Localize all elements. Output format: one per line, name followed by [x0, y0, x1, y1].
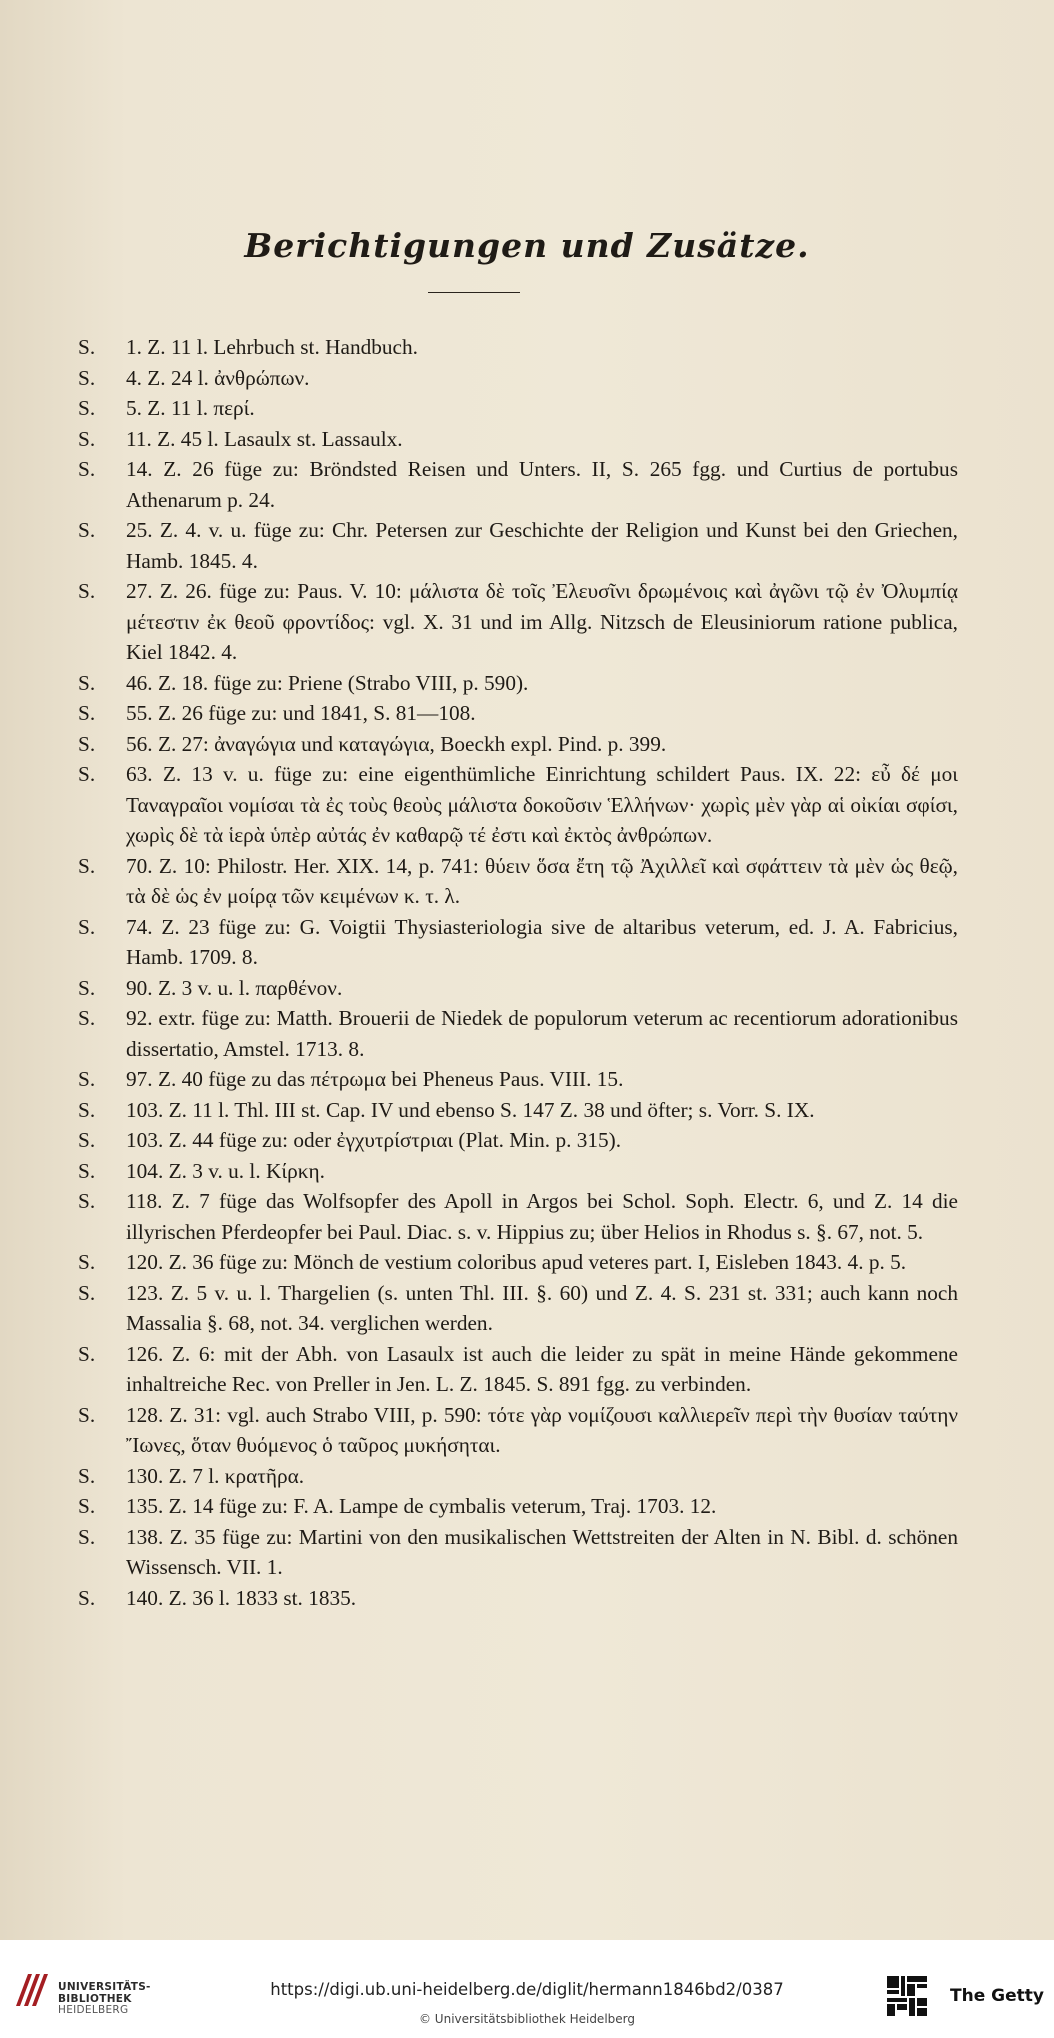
entry-ref: S. [78, 396, 96, 420]
errata-entry [78, 759, 958, 851]
entry-ref: S. [78, 975, 96, 1000]
entry-text: 11. Z. 45 l. Lasaulx st. Lassaulx. [126, 426, 403, 451]
title-divider [428, 292, 520, 293]
entry-ref: S. [78, 1067, 96, 1091]
errata-entry [78, 454, 958, 515]
entry-text: 14. Z. 26 füge zu: Bröndsted Reisen und Unters. II, S. 265 fgg. und Curtius de portubus Athenarum p. 24. [126, 457, 958, 512]
entry-ref: S. [78, 853, 96, 878]
viewer-footer [0, 1940, 1054, 2038]
errata-entry [78, 1339, 958, 1400]
errata-entry [78, 698, 958, 729]
permalink-url[interactable]: https://digi.ub.uni-heidelberg.de/diglit/hermann1846bd2/0387 [270, 1980, 784, 1999]
entry-text: 1. Z. 11 l. Lehrbuch st. Handbuch. [126, 335, 418, 359]
entry-text: 103. Z. 11 l. Thl. III st. Cap. IV und ebenso S. 147 Z. 38 und öfter; s. Vorr. S. IX. [126, 1097, 815, 1122]
entry-text: 63. Z. 13 v. u. füge zu: eine eigenthümliche Einrichtung schildert Paus. IX. 22: εὖ δέ μοι Ταναγραῖοι νομίσαι τὰ ἐς τοὺς θεοὺς μάλιστα δοκοῦσιν Ἑλλήνων· χωρὶς μὲν γὰρ αἱ οἰκίαι σφίσι, χωρὶς δὲ τὰ ἱερὰ ὑπὲρ αὐτάς ἐν καθαρῷ τέ ἐστι καὶ ἐκτὸς ἀνθρώπων. [126, 762, 958, 847]
entry-text: 4. Z. 24 l. ἀνθρώπων. [126, 365, 310, 390]
entry-ref: S. [78, 914, 96, 939]
entry-text: 120. Z. 36 füge zu: Mönch de vestium coloribus apud veteres part. I, Eisleben 1843. 4. p. 5. [126, 1250, 907, 1274]
errata-entry [78, 393, 958, 424]
entry-ref: S. [78, 731, 96, 756]
entry-text: 138. Z. 35 füge zu: Martini von den musikalischen Wettstreiten der Alten in N. Bibl. d. schönen Wissensch. VII. 1. [126, 1524, 958, 1579]
errata-entry [78, 973, 958, 1004]
entry-text: 130. Z. 7 l. κρατῆρα. [126, 1463, 305, 1488]
entry-text: 55. Z. 26 füge zu: und 1841, S. 81—108. [126, 701, 476, 725]
entry-ref: S. [78, 1585, 96, 1610]
page-title: Berichtigungen und Zusätze. [244, 226, 810, 265]
library-name-line1: UNIVERSITÄTS- [58, 1981, 151, 1993]
entry-text: 103. Z. 44 füge zu: oder ἐγχυτρίστριαι (Plat. Min. p. 315). [126, 1128, 622, 1152]
entry-ref: S. [78, 1097, 96, 1122]
entry-text: 70. Z. 10: Philostr. Her. XIX. 14, p. 741: θύειν ὅσα ἔτη τῷ Ἀχιλλεῖ καὶ σφάττειν τὰ μὲν ὡς θεῷ, τὰ δὲ ὡς ἐν μοίρᾳ τῶν κειμένων κ. τ. λ. [126, 853, 958, 908]
library-name-line2: BIBLIOTHEK [58, 1992, 132, 2005]
entry-ref: S. [78, 335, 96, 359]
sponsor-name[interactable]: The Getty [950, 1986, 1044, 2006]
errata-entry [78, 1125, 958, 1156]
entry-text: 92. extr. füge zu: Matth. Brouerii de Niedek de populorum veterum ac recentiorum adorationibus dissertatio, Amstel. 1713. 8. [126, 1006, 958, 1061]
errata-entry [78, 515, 958, 576]
copyright-notice: © Universitätsbibliothek Heidelberg [418, 2012, 635, 2026]
entry-text: 74. Z. 23 füge zu: G. Voigtii Thysiasteriologia sive de altaribus veterum, ed. J. A. Fabricius, Hamb. 1709. 8. [126, 914, 958, 969]
errata-entry [78, 1247, 958, 1278]
errata-entry [78, 576, 958, 668]
entry-ref: S. [78, 1250, 96, 1274]
errata-entry [78, 1491, 958, 1522]
entry-text: 140. Z. 36 l. 1833 st. 1835. [126, 1585, 357, 1610]
entry-ref: S. [78, 701, 96, 725]
entry-text: 135. Z. 14 füge zu: F. A. Lampe de cymbalis veterum, Traj. 1703. 12. [126, 1494, 717, 1518]
errata-entry [78, 1003, 958, 1064]
entry-ref: S. [78, 1524, 96, 1549]
entry-ref: S. [78, 1280, 96, 1305]
entry-ref: S. [78, 670, 96, 695]
entry-text: 123. Z. 5 v. u. l. Thargelien (s. unten Thl. III. §. 60) und Z. 4. S. 231 st. 331; auch kann noch Massalia §. 68, not. 34. verglichen werden. [126, 1280, 958, 1335]
entry-text: 128. Z. 31: vgl. auch Strabo VIII, p. 590: τότε γὰρ νομίζουσι καλλιερεῖν περὶ τὴν θυσίαν ταύτην Ἴωνες, ὅταν θυόμενος ὁ ταῦρος μυκήσηται. [126, 1402, 958, 1457]
entry-text: 97. Z. 40 füge zu das πέτρωμα bei Pheneus Paus. VIII. 15. [126, 1067, 624, 1091]
getty-logo-icon[interactable] [885, 1974, 929, 2018]
errata-entry [78, 1095, 958, 1126]
entry-ref: S. [78, 1128, 96, 1152]
entry-text: 25. Z. 4. v. u. füge zu: Chr. Petersen zur Geschichte der Religion und Kunst bei den Griechen, Hamb. 1845. 4. [126, 518, 958, 573]
errata-entry [78, 424, 958, 455]
entry-ref: S. [78, 426, 96, 451]
library-city: HEIDELBERG [58, 2004, 129, 2016]
entry-text: 126. Z. 6: mit der Abh. von Lasaulx ist auch die leider zu spät in meine Hände gekommene inhaltreiche Rec. von Preller in Jen. L. Z. 1845. S. 891 fgg. zu verbinden. [126, 1341, 958, 1396]
errata-entry [78, 668, 958, 699]
errata-entry [78, 729, 958, 760]
entry-ref: S. [78, 1402, 96, 1427]
entry-ref: S. [78, 457, 96, 481]
entry-text: 5. Z. 11 l. περί. [126, 396, 255, 420]
entry-text: 104. Z. 3 v. u. l. Κίρκη. [126, 1158, 325, 1183]
entry-ref: S. [78, 1158, 96, 1183]
errata-entry [78, 1064, 958, 1095]
errata-entry [78, 1278, 958, 1339]
entry-text: 56. Z. 27: ἀναγώγια und καταγώγια, Boeckh expl. Pind. p. 399. [126, 731, 667, 756]
errata-entry [78, 1400, 958, 1461]
entry-ref: S. [78, 1006, 96, 1030]
entry-ref: S. [78, 1189, 96, 1213]
entry-ref: S. [78, 579, 96, 603]
entry-ref: S. [78, 518, 96, 542]
errata-entry [78, 1583, 958, 1614]
entry-text: 118. Z. 7 füge das Wolfsopfer des Apoll in Argos bei Schol. Soph. Electr. 6, und Z. 14 die illyrischen Pferdeopfer bei Paul. Diac. s. v. Hippius zu; über Helios in Rhodus s. §. 67, not. 5. [126, 1189, 958, 1244]
errata-entry [78, 363, 958, 394]
entry-ref: S. [78, 762, 96, 786]
entry-ref: S. [78, 1341, 96, 1366]
errata-entry [78, 912, 958, 973]
errata-entry [78, 1156, 958, 1187]
errata-entry [78, 1461, 958, 1492]
errata-entry [78, 1522, 958, 1583]
errata-entry [78, 1186, 958, 1247]
entry-ref: S. [78, 1494, 96, 1518]
errata-entry [78, 332, 958, 363]
entry-ref: S. [78, 1463, 96, 1488]
entry-ref: S. [78, 365, 96, 390]
errata-entry [78, 851, 958, 912]
entry-text: 46. Z. 18. füge zu: Priene (Strabo VIII, p. 590). [126, 670, 529, 695]
entry-text: 90. Z. 3 v. u. l. παρθένον. [126, 975, 343, 1000]
errata-list [78, 332, 958, 1613]
entry-text: 27. Z. 26. füge zu: Paus. V. 10: μάλιστα δὲ τοῖς Ἐλευσῖνι δρωμένοις καὶ ἀγῶνι τῷ ἐν Ὀλυμπίᾳ μέτεστιν ἐκ θεοῦ φροντίδος: vgl. X. 31 und im Allg. Nitzsch de Eleusiniorum ratione publica, Kiel 1842. 4. [126, 579, 958, 664]
